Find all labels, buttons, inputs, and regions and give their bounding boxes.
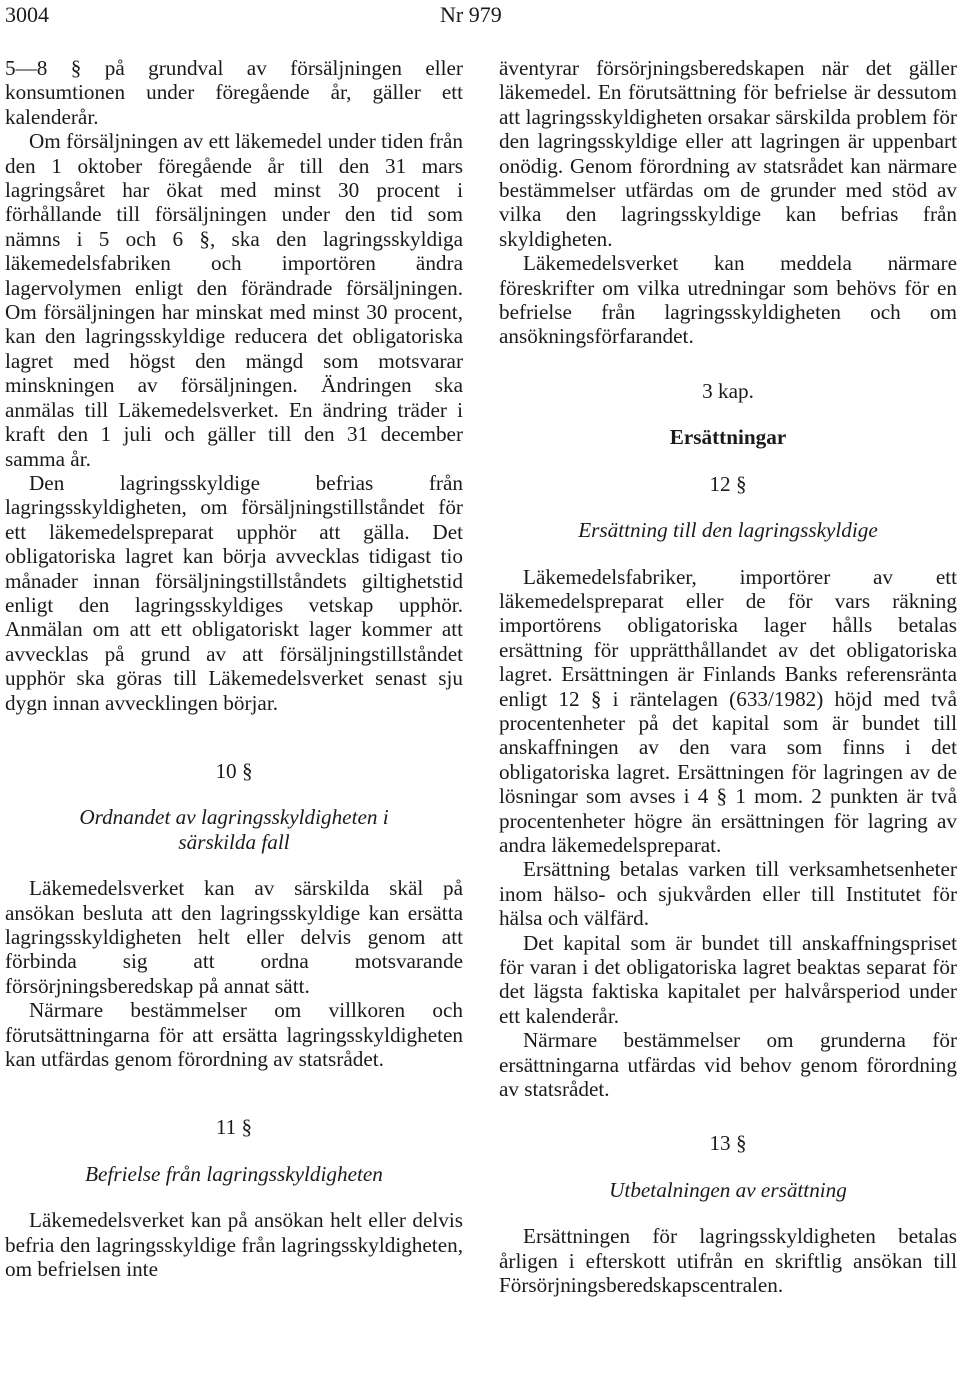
paragraph: Ersättning betalas varken till verksamhetsenheter inom hälso- och sjukvården eller till Institutet för hälsa och välfärd.	[499, 857, 957, 931]
section-number-13: 13 §	[709, 1131, 747, 1156]
page-header	[0, 0, 960, 30]
chapter-number: 3 kap.	[702, 378, 754, 403]
section-title-10: Ordnandet av lagringsskyldigheten i särskilda fall	[79, 805, 389, 854]
paragraph: Det kapital som är bundet till anskaffningspriset för varan i det obligatoriska lagret beaktas separat för det lägsta faktiska kapitalet per halvårsperiod under ett kalenderår.	[499, 930, 957, 1028]
chapter-title: Ersättningar	[669, 425, 787, 450]
page-number: 3004	[5, 2, 49, 27]
section-title-13: Utbetalningen av ersättning	[609, 1177, 847, 1202]
section-number-11: 11 §	[215, 1115, 253, 1140]
paragraph: Närmare bestämmelser om villkoren och förutsättningarna för att ersätta lagringsskyldigheten kan utfärdas genom förordning av statsrådet.	[5, 998, 463, 1072]
paragraph: Läkemedelsverket kan meddela närmare föreskrifter om vilka utredningar som behövs för en befrielse från lagringsskyldigheten och om ansökningsförfarandet.	[499, 251, 957, 349]
paragraph: Om försäljningen av ett läkemedel under tiden från den 1 oktober föregående år till den 31 mars lagringsåret har ökat med minst 30 procent i förhållande till försäljningen under den tid som nämns i 5 och 6 §, ska den lagringsskyldiga läkemedelsfabriken och importören ändra lagervolymen enligt den förändrade försäljningen. Om försäljningen har minskat med minst 30 procent, kan den lagringsskyldige reducera det obligatoriska lagret med högst den mängd som motsvarar minskningen av försäljningen. Ändringen ska anmälas till Läkemedelsverket. En ändring träder i kraft den 1 juli och gäller till den 31 december samma år.	[5, 129, 463, 471]
paragraph: äventyrar försörjningsberedskapen när det gäller läkemedel. En förutsättning för befrielse är dessutom att lagringsskyldigheten orsakar särskilda problem för den lagringsskyldige eller att lagringen är uppenbart onödig. Genom förordning av statsrådet kan närmare bestämmelser utfärdas om de grunder med stöd av vilka den lagringsskyldige kan befrias från skyldigheten.	[499, 56, 957, 251]
right-column	[499, 56, 957, 1297]
paragraph: Läkemedelsverket kan på ansökan helt eller delvis befria den lagringsskyldige från lagringsskyldigheten, om befrielsen inte	[5, 1208, 463, 1282]
section-title-12: Ersättning till den lagringsskyldige	[578, 518, 878, 543]
paragraph: Läkemedelsverket kan av särskilda skäl på ansökan besluta att den lagringsskyldige kan ersätta lagringsskyldigheten helt eller delvis genom att förbinda sig att ordna motsvarande försörjningsberedskap på annat sätt.	[5, 876, 463, 998]
paragraph: 5—8 § på grundval av försäljningen eller konsumtionen under föregående år, gäller ett kalenderår.	[5, 56, 463, 129]
left-column	[5, 56, 463, 1281]
section-number-12: 12 §	[709, 471, 747, 496]
paragraph: Ersättningen för lagringsskyldigheten betalas årligen i efterskott utifrån en skriftlig ansökan till Försörjningsberedskapscentralen.	[499, 1224, 957, 1298]
section-title-11: Befrielse från lagringsskyldigheten	[85, 1161, 383, 1186]
paragraph: Närmare bestämmelser om grunderna för ersättningarna utfärdas vid behov genom förordning av statsrådet.	[499, 1028, 957, 1102]
paragraph: Läkemedelsfabriker, importörer av ett läkemedelspreparat eller de för vars räkning importörens obligatoriska lager hålls betalas ersättning för upprätthållandet av det obligatoriska lagret. Ersättningen är Finlands Banks referensränta enligt 12 § i räntelagen (633/1982) höjd med två procentenheter på det kapital som är bundet till anskaffningen av den vara som finns i det obligatoriska lagret. Ersättningen för lagringen av de lösningar som avses i 4 § 1 mom. 2 punkten är två procentenheter högre än ersättningen för lagring av andra läkemedelspreparat.	[499, 564, 957, 857]
paragraph: Den lagringsskyldige befrias från lagringsskyldigheten, om försäljningstillståndet för ett läkemedelspreparat upphör att gälla. Det obligatoriska lagret kan börja avvecklas tidigast tio månader innan försäljningstillståndets giltighetstid enligt den lagringsskyldiges vetskap upphör. Anmälan om att ett obligatoriskt lager kommer att avvecklas på grund av att försäljningstillståndet upphör ska göras till Läkemedelsverket senast sju dygn innan avvecklingen börjar.	[5, 470, 463, 715]
section-number-10: 10 §	[215, 758, 253, 783]
issue-number: Nr 979	[440, 2, 502, 27]
